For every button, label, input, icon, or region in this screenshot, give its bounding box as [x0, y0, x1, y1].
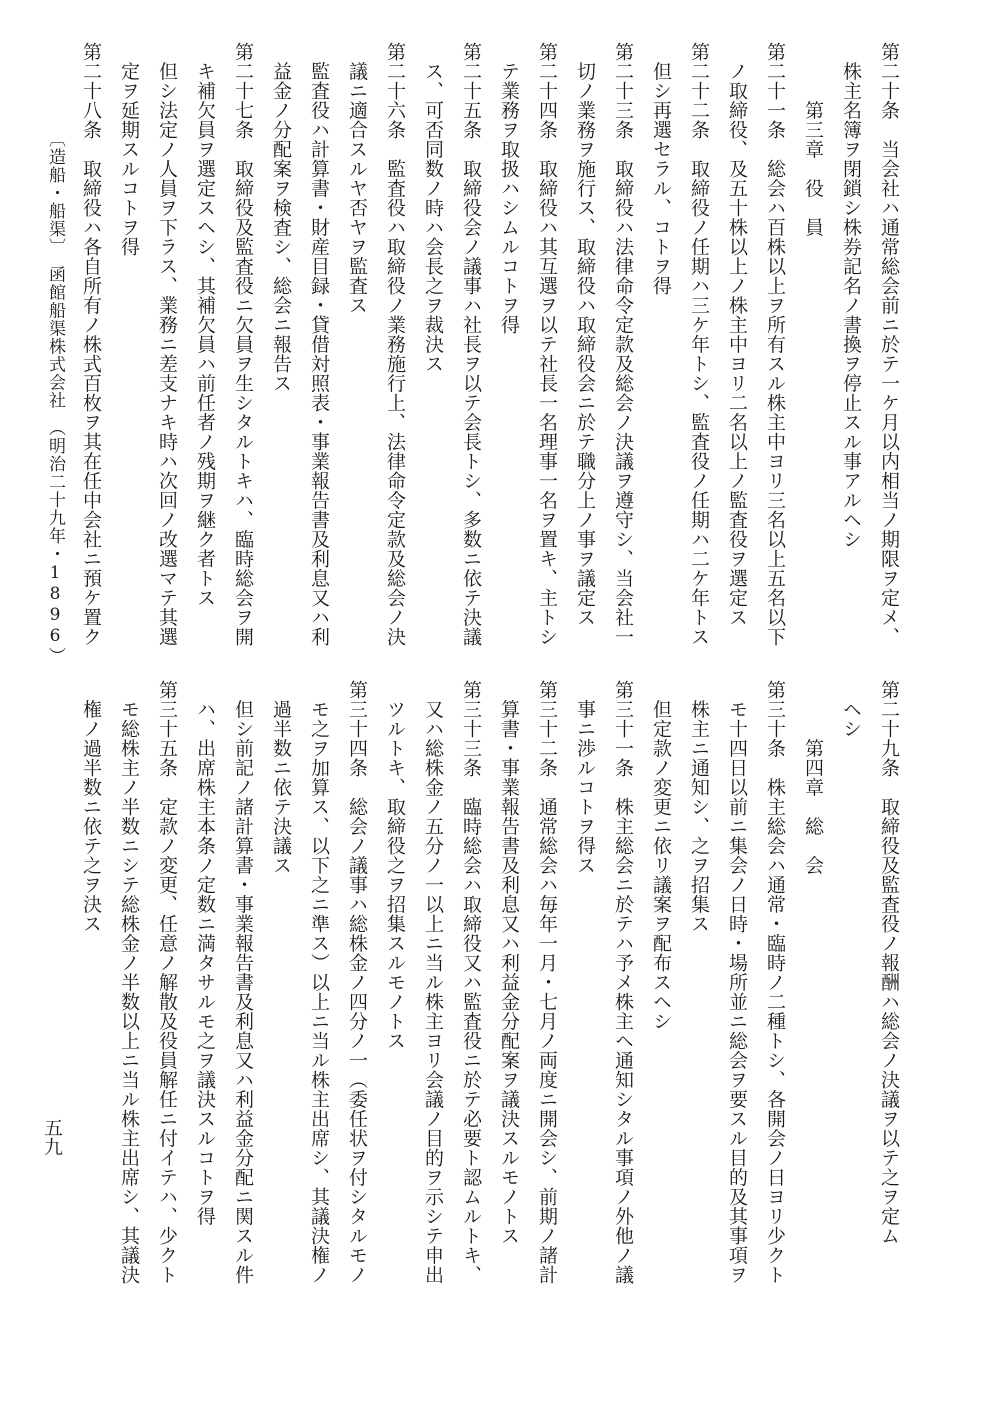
- text-column: 第二十五条 取締役会ノ議事ハ社長ヲ以テ会長トシ、多数ニ依テ決議: [460, 42, 482, 647]
- text-column: 第三十一条 株主総会ニ於テハ予メ株主ヘ通知シタル事項ノ外他ノ議: [612, 680, 634, 1285]
- text-column: 但シ再選セラル、コトヲ得: [650, 42, 672, 296]
- text-column: ツルトキ、取締役之ヲ招集スルモノトス: [384, 680, 406, 1051]
- text-column: 第二十四条 取締役ハ其互選ヲ以テ社長一名理事一名ヲ置キ、主トシ: [536, 42, 558, 647]
- section-heading: 第四章 総 会: [802, 680, 824, 875]
- text-column: 第二十一条 総会ハ百株以上ヲ所有スル株主中ヨリ三名以上五名以下: [764, 42, 786, 647]
- text-column: 第二十七条 取締役及監査役ニ欠員ヲ生シタルトキハ、臨時総会ヲ開: [232, 42, 254, 647]
- text-column: 第三十四条 総会ノ議事ハ総株金ノ四分ノ一（委任状ヲ付シタルモノ: [346, 680, 368, 1285]
- text-column: 事ニ渉ルコトヲ得ス: [574, 680, 596, 875]
- text-column: 第三十五条 定款ノ変更、任意ノ解散及役員解任ニ付イテハ、少クト: [156, 680, 178, 1285]
- text-column: モ総株主ノ半数ニシテ総株金ノ半数以上ニ当ル株主出席シ、其議決: [118, 680, 140, 1285]
- text-column: 第二十八条 取締役ハ各自所有ノ株式百枚ヲ其在任中会社ニ預ケ置ク: [80, 42, 102, 647]
- section-heading: 第三章 役 員: [802, 42, 824, 237]
- text-column: モ之ヲ加算ス、以下之ニ準ス）以上ニ当ル株主出席シ、其議決権ノ: [308, 680, 330, 1285]
- text-column: 第二十条 当会社ハ通常総会前ニ於テ一ケ月以内相当ノ期限ヲ定メ、: [878, 42, 900, 647]
- text-column: 第二十六条 監査役ハ取締役ノ業務施行上、法律命令定款及総会ノ決: [384, 42, 406, 647]
- text-column: 議ニ適合スルヤ否ヤヲ監査ス: [346, 42, 368, 315]
- text-column: 監査役ハ計算書・財産目録・貸借対照表・事業報告書及利息又ハ利: [308, 42, 330, 647]
- text-column: テ業務ヲ取扱ハシムルコトヲ得: [498, 42, 520, 335]
- text-column: 切ノ業務ヲ施行ス、取締役ハ取締役会ニ於テ職分上ノ事ヲ議定ス: [574, 42, 596, 627]
- text-column: キ補欠員ヲ選定スヘシ、其補欠員ハ前任者ノ残期ヲ継ク者トス: [194, 42, 216, 608]
- text-column: 但定款ノ変更ニ依リ議案ヲ配布スヘシ: [650, 680, 672, 1031]
- text-column: 第三十条 株主総会ハ通常・臨時ノ二種トシ、各開会ノ日ヨリ少クト: [764, 680, 786, 1285]
- text-column: 益金ノ分配案ヲ検査シ、総会ニ報告ス: [270, 42, 292, 393]
- text-column: モ十四日以前ニ集会ノ日時・場所並ニ総会ヲ要スル目的及其事項ヲ: [726, 680, 748, 1285]
- text-column: 定ヲ延期スルコトヲ得: [118, 42, 140, 257]
- text-column: ハ、出席株主本条ノ定数ニ満タサルモ之ヲ議決スルコトヲ得: [194, 680, 216, 1226]
- text-column: 第二十二条 取締役ノ任期ハ三ケ年トシ、監査役ノ任期ハ二ケ年トス: [688, 42, 710, 647]
- text-column: 第三十三条 臨時総会ハ取締役又ハ監査役ニ於テ必要ト認ムルトキ、: [460, 680, 482, 1285]
- text-column: 又ハ総株金ノ五分ノ一以上ニ当ル株主ヨリ会議ノ目的ヲ示シテ申出: [422, 680, 444, 1285]
- text-column: 第三十二条 通常総会ハ毎年一月・七月ノ両度ニ開会シ、前期ノ諸計: [536, 680, 558, 1285]
- text-column: 第二十三条 取締役ハ法律命令定款及総会ノ決議ヲ遵守シ、当会社一: [612, 42, 634, 647]
- text-column: 算書・事業報告書及利息又ハ利益金分配案ヲ議決スルモノトス: [498, 680, 520, 1246]
- text-column: 過半数ニ依テ決議ス: [270, 680, 292, 875]
- page-number: 五九: [41, 1118, 63, 1156]
- text-column: 但シ法定ノ人員ヲ下ラス、業務ニ差支ナキ時ハ次回ノ改選マテ其選: [156, 42, 178, 647]
- text-column: 株主名簿ヲ閉鎖シ株券記名ノ書換ヲ停止スル事アルヘシ: [840, 42, 862, 549]
- text-column: 但シ前記ノ諸計算書・事業報告書及利息又ハ利益金分配ニ関スル件: [232, 680, 254, 1285]
- text-column: ヘシ: [840, 680, 862, 739]
- text-column: ス、可否同数ノ時ハ会長之ヲ裁決ス: [422, 42, 444, 374]
- text-column: 株主ニ通知シ、之ヲ招集ス: [688, 680, 710, 934]
- source-citation: 〔造船・船渠〕 函館船渠株式会社 （明治二十九年・1896）: [45, 130, 65, 665]
- text-column: 権ノ過半数ニ依テ之ヲ決ス: [80, 680, 102, 934]
- text-column: ノ取締役、及五十株以上ノ株主中ヨリ二名以上ノ監査役ヲ選定ス: [726, 42, 748, 627]
- text-column: 第二十九条 取締役及監査役ノ報酬ハ総会ノ決議ヲ以テ之ヲ定ム: [878, 680, 900, 1246]
